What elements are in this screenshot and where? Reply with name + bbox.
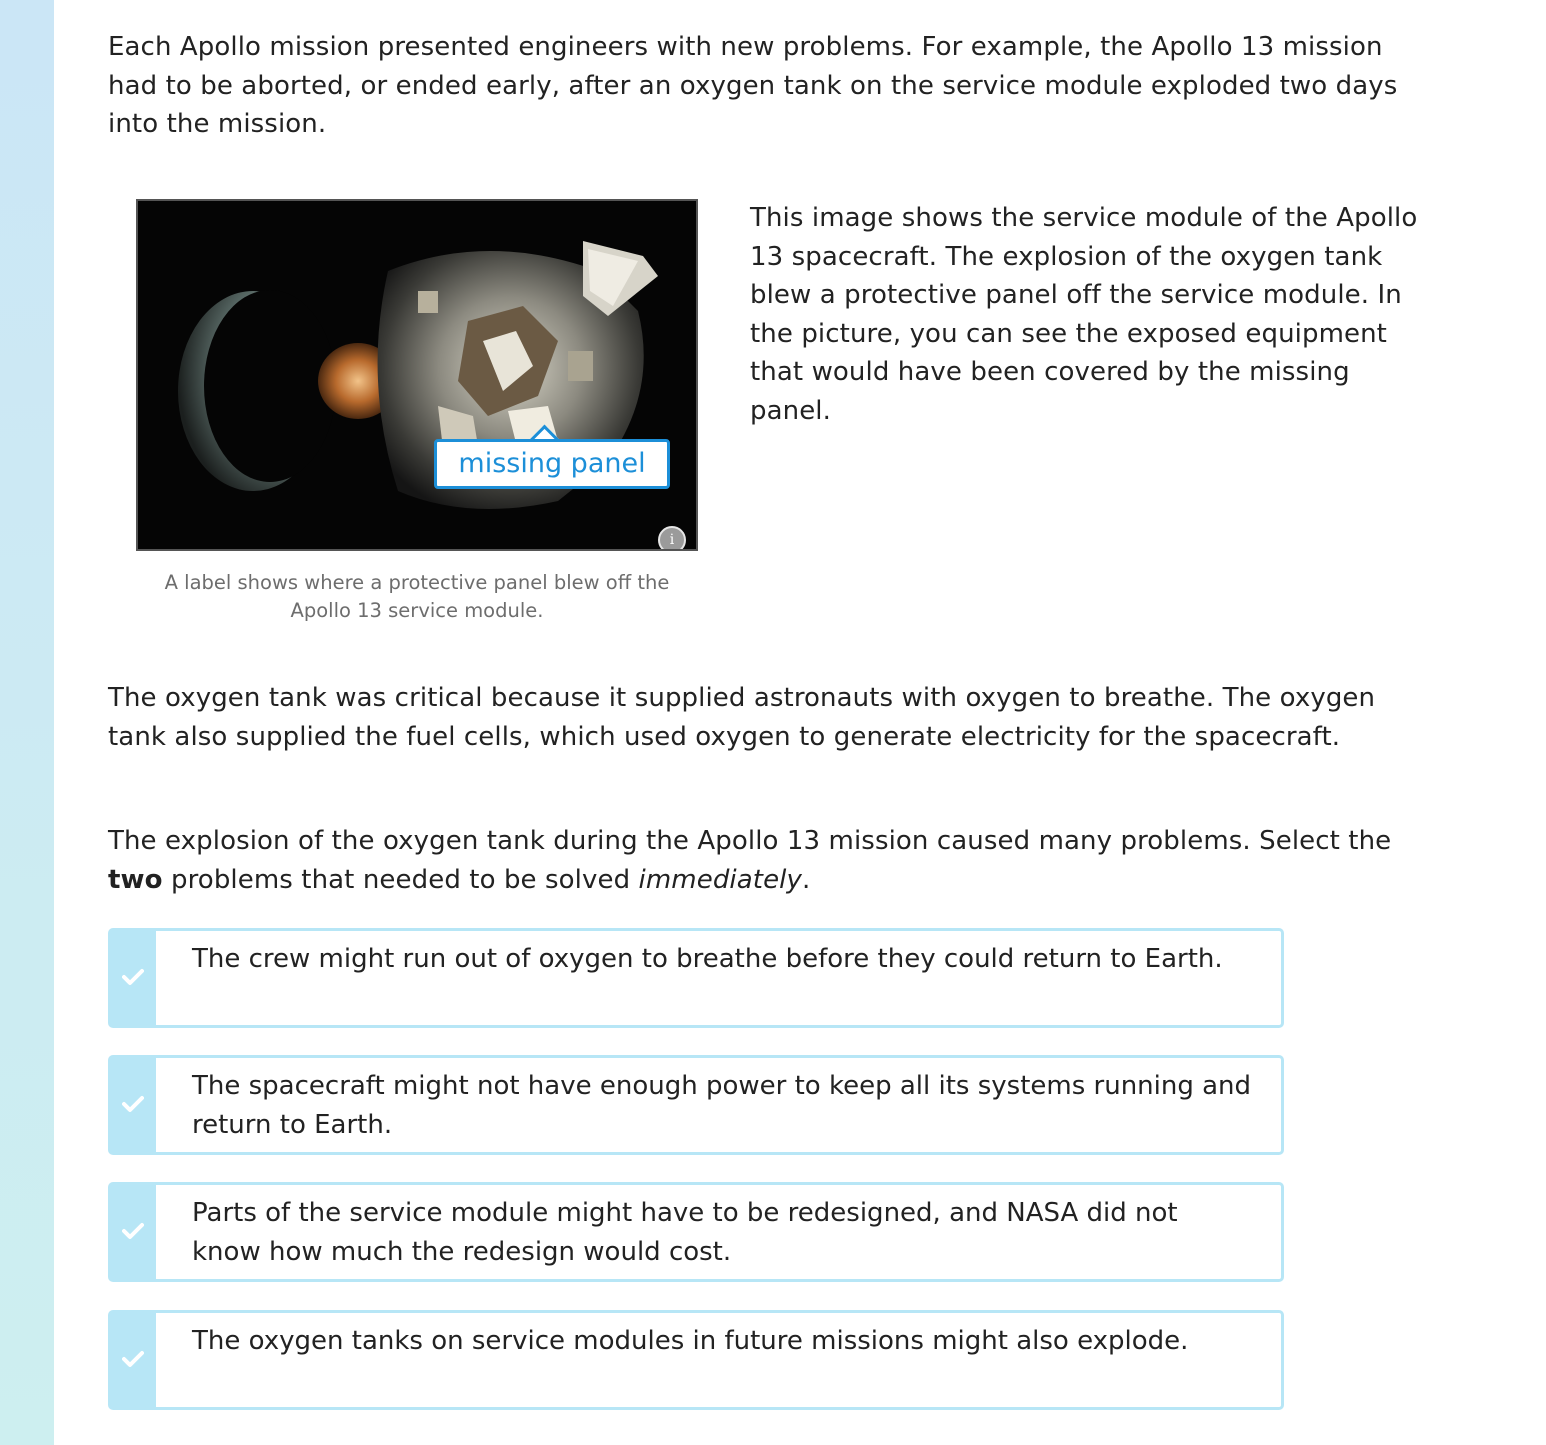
intro-paragraph: Each Apollo mission presented engineers with new problems. For example, the Apollo 13 mission had to be aborted, or ended early, after an oxygen tank on the service module exploded two days into the mission.	[108, 32, 1398, 139]
question-emphasis-immediately: immediately	[638, 864, 802, 895]
checkmark-icon	[122, 1350, 144, 1368]
question-emphasis-two: two	[108, 864, 163, 895]
choice-text: The spacecraft might not have enough power to keep all its systems running and return to Earth.	[192, 1071, 1252, 1140]
service-module-image	[138, 201, 696, 549]
service-module-photo	[136, 199, 698, 551]
choice-checkbox[interactable]	[111, 1185, 156, 1279]
question-text-start: The explosion of the oxygen tank during the Apollo 13 mission caused many problems. Select the	[108, 826, 1392, 856]
left-rail	[0, 0, 54, 1445]
choice-checkbox[interactable]	[111, 1058, 156, 1152]
answer-choice-4[interactable]	[108, 1310, 1284, 1410]
figure-description: This image shows the service module of the Apollo 13 spacecraft. The explosion of the oxygen tank blew a protective panel off the service module. In the picture, you can see the exposed equipment that would have been covered by the missing panel.	[750, 203, 1418, 426]
checkmark-icon	[122, 1222, 144, 1240]
answer-choice-3[interactable]	[108, 1182, 1284, 1282]
info-icon[interactable]: i	[658, 526, 686, 551]
checkmark-icon	[122, 968, 144, 986]
question-text-middle: problems that needed to be solved	[162, 864, 639, 895]
missing-panel-label: missing panel	[434, 439, 670, 489]
choice-checkbox[interactable]	[111, 931, 156, 1025]
answer-choice-2[interactable]	[108, 1055, 1284, 1155]
figure	[136, 199, 698, 625]
answer-choice-1[interactable]	[108, 928, 1284, 1028]
oxygen-paragraph: The oxygen tank was critical because it supplied astronauts with oxygen to breathe. The oxygen tank also supplied the fuel cells, which used oxygen to generate electricity for the spacecraft.	[108, 683, 1376, 752]
choice-checkbox[interactable]	[111, 1313, 156, 1407]
question-text-end: .	[801, 864, 811, 895]
choice-text: Parts of the service module might have to be redesigned, and NASA did not know how much the redesign would cost.	[192, 1198, 1178, 1267]
question-prompt	[108, 822, 1448, 899]
figure-caption: A label shows where a protective panel blew off the Apollo 13 service module.	[164, 571, 670, 622]
choice-text: The crew might run out of oxygen to breathe before they could return to Earth.	[192, 944, 1223, 974]
choice-text: The oxygen tanks on service modules in future missions might also explode.	[192, 1326, 1189, 1356]
checkmark-icon	[122, 1095, 144, 1113]
